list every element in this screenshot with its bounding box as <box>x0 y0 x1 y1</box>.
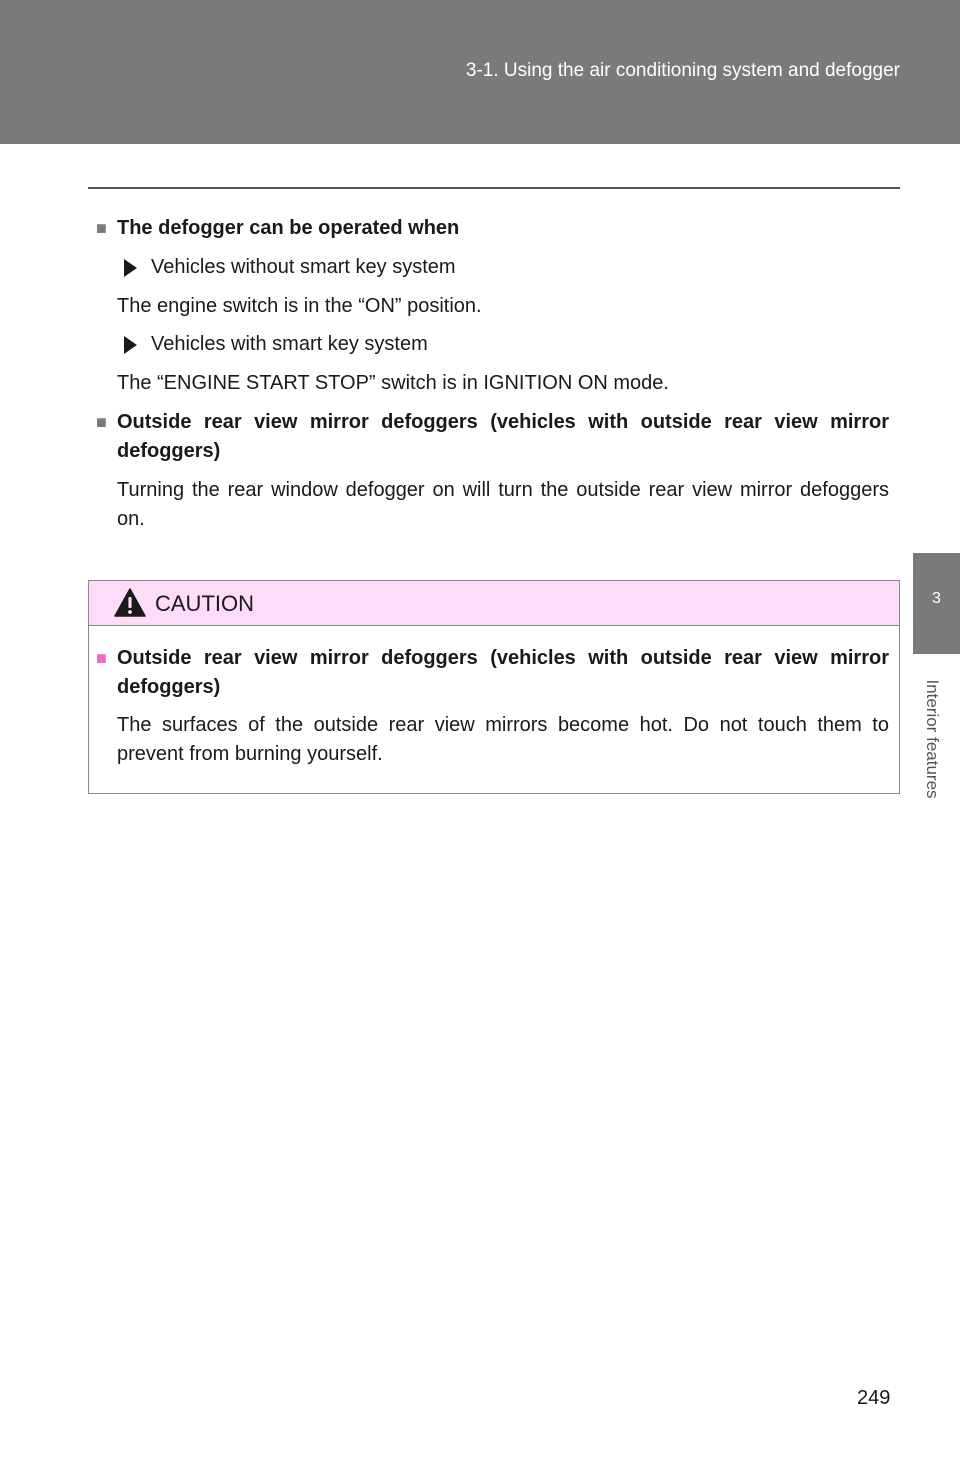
square-icon: ■ <box>96 218 107 238</box>
heading-text: The defogger can be operated when <box>117 217 460 239</box>
caution-box <box>88 580 900 794</box>
page-header <box>0 0 960 144</box>
caution-heading <box>96 644 889 702</box>
caution-header <box>89 581 899 626</box>
triangle-right-icon <box>124 259 137 277</box>
bullet-smart-key <box>124 330 428 359</box>
chapter-label: Interior features <box>923 679 942 799</box>
top-divider <box>88 187 900 189</box>
heading-text: Outside rear view mirror defoggers (vehicles with outside rear view mirror defoggers) <box>117 411 889 462</box>
caution-text: The surfaces of the outside rear view mirrors become hot. Do not touch them to prevent from burning yourself. <box>117 714 889 765</box>
section-heading-defogger <box>96 214 889 243</box>
square-icon: ■ <box>96 648 107 668</box>
paragraph-engine-switch: The engine switch is in the “ON” position. <box>117 295 482 317</box>
warning-triangle-icon <box>114 588 146 617</box>
caution-label: CAUTION <box>155 591 254 616</box>
section-title: 3-1. Using the air conditioning system and defogger <box>465 60 900 81</box>
page-number: 249 <box>857 1387 891 1409</box>
bullet-text: Vehicles without smart key system <box>151 256 456 278</box>
section-heading-mirror-defoggers <box>96 408 889 466</box>
triangle-right-icon <box>124 336 137 354</box>
bullet-text: Vehicles with smart key system <box>151 333 428 355</box>
bullet-no-smart-key <box>124 253 456 282</box>
heading-text: Outside rear view mirror defoggers (vehicles with outside rear view mirror defoggers) <box>117 647 889 698</box>
square-icon: ■ <box>96 412 107 432</box>
paragraph-engine-start-stop: The “ENGINE START STOP” switch is in IGNITION ON mode. <box>117 372 669 394</box>
chapter-number: 3 <box>932 590 941 607</box>
paragraph-mirror-defoggers: Turning the rear window defogger on will turn the outside rear view mirror defoggers on. <box>117 479 889 530</box>
